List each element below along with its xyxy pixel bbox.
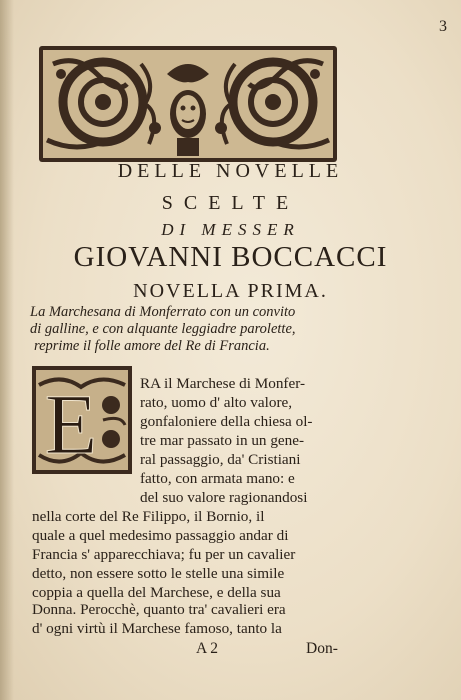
body-line: del suo valore ragionandosi <box>140 489 308 506</box>
decorative-headpiece-woodcut <box>37 44 339 164</box>
body-line: quale a quel medesimo passaggio andar di <box>32 527 289 544</box>
gutter-shadow <box>0 0 14 700</box>
body-line: Donna. Perocchè, quanto tra' cavalieri era <box>32 601 286 618</box>
body-line: tre mar passato in un gene- <box>140 432 305 449</box>
initial-letter-glyph: E <box>44 376 98 472</box>
signature-mark: A 2 <box>196 640 218 657</box>
catchword: Don- <box>306 640 338 657</box>
decorated-initial-letter <box>31 365 133 475</box>
body-line: fatto, con armata mano: e <box>140 470 295 487</box>
summary-line: reprime il folle amore del Re di Francia. <box>34 338 270 354</box>
title-line-scelte: SCELTE <box>161 192 300 214</box>
summary-line: di galline, e con alquante leggiadre parolette, <box>30 321 296 337</box>
body-line: rato, uomo d' alto valore, <box>140 394 293 411</box>
title-line-di-messer: DI MESSER <box>161 220 300 239</box>
body-line: gonfaloniere della chiesa ol- <box>140 413 313 430</box>
body-line: detto, non essere sotto le stelle una simile <box>32 565 285 582</box>
summary-line: La Marchesana di Monferrato con un convito <box>30 304 296 320</box>
body-line: Francia s' apparecchiava; fu per un cavalier <box>32 546 296 563</box>
novella-heading: NOVELLA PRIMA. <box>133 280 328 302</box>
body-line: nella corte del Re Filippo, il Bornio, il <box>32 508 265 525</box>
body-line: d' ogni virtù il Marchese famoso, tanto la <box>32 620 282 637</box>
body-line: RA il Marchese di Monfer- <box>140 375 306 392</box>
author-name: GIOVANNI BOCCACCI <box>73 241 388 273</box>
page-number: 3 <box>439 18 447 35</box>
novella-summary <box>30 304 370 355</box>
body-line: coppia a quella del Marchese, e della sua <box>32 584 281 601</box>
body-line: ral passaggio, da' Cristiani <box>140 451 301 468</box>
title-line-delle-novelle: DELLE NOVELLE <box>117 160 344 182</box>
